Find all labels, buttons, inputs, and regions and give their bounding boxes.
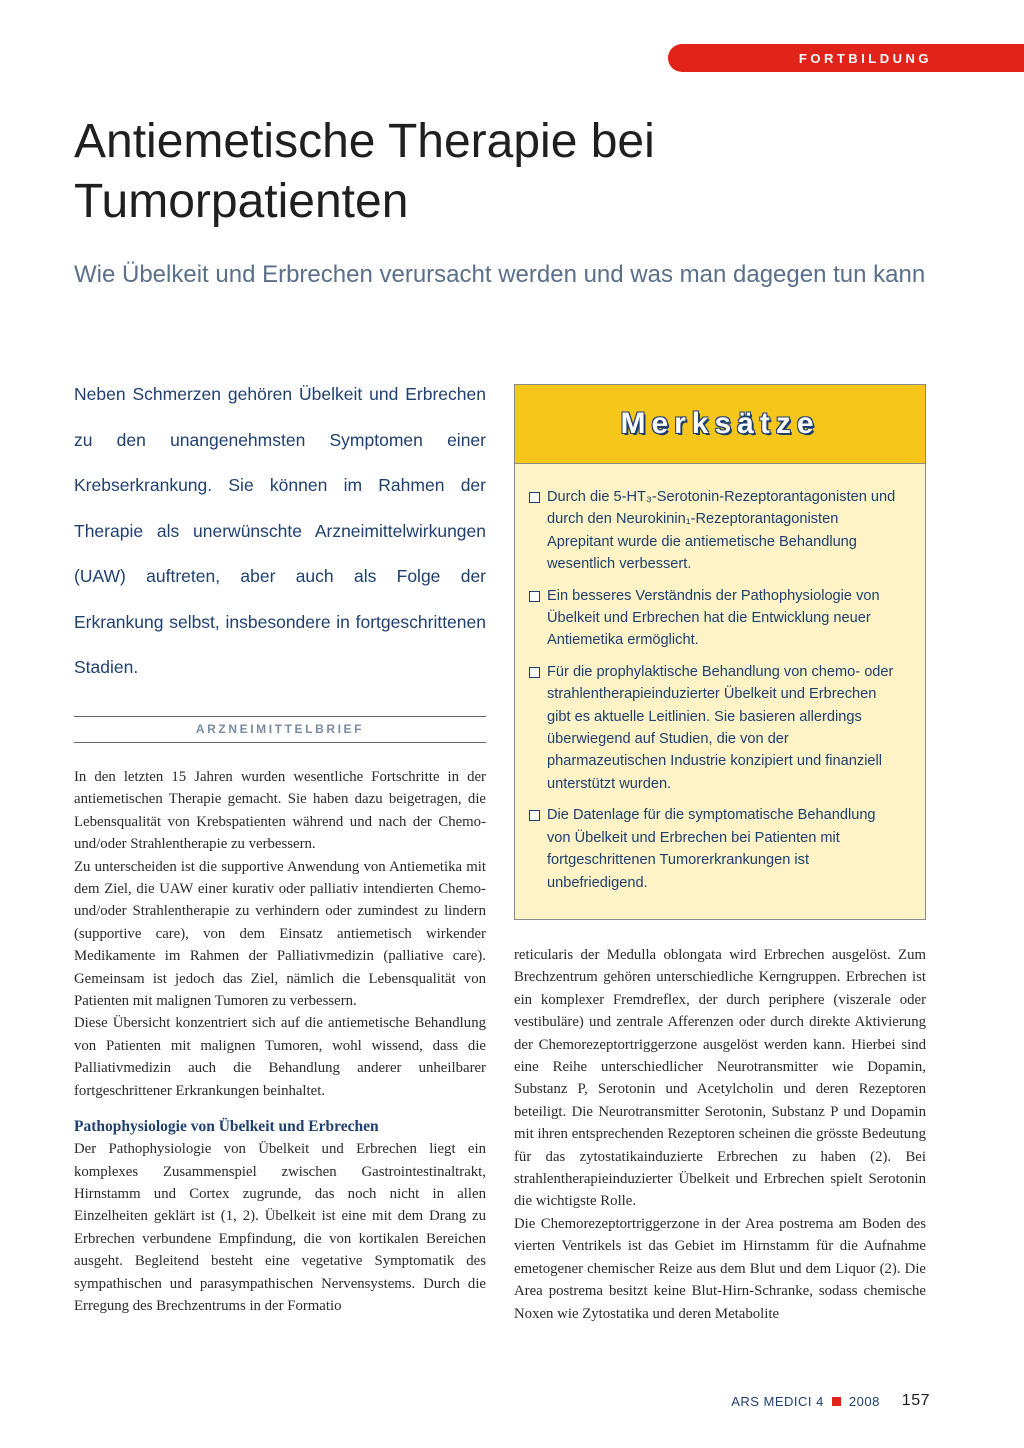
page-number: 157 xyxy=(901,1392,930,1409)
key-point-text: Durch die 5-HT₃-Serotonin-Rezeptorantagonisten und durch den Neurokinin₁-Rezeptorantagonisten Aprepitant wurde die antiemetische Behandlung wesentlich verbessert. xyxy=(547,489,896,573)
body-paragraph: Der Pathophysiologie von Übelkeit und Erbrechen liegt ein komplexes Zusammenspiel zwischen Gastrointestinaltrakt, Hirnstamm und Cortex zugrunde, das noch nicht in allen Einzelheiten geklärt ist (1, 2). Übelkeit ist eine mit dem Drang zu Erbrechen verbundene Empfindung, die von kortikalen Bereichen ausgeht. Begleitend besteht eine vegetative Symptomatik des sympathischen und parasympathischen Nervensystems. Durch die Erregung des Brechzentrums in der Formatio xyxy=(74,1141,486,1314)
page-footer xyxy=(700,1390,930,1412)
key-points-header xyxy=(515,385,925,464)
body-paragraph: reticularis der Medulla oblongata wird Erbrechen ausgelöst. Zum Brechzentrum gehören unterschiedliche Kerngruppen. Erbrechen ist ein komplexer Fremdreflex, der durch periphere (viszerale oder vestibuläre) und zentrale Afferenzen oder durch direkte Aktivierung der Chemorezeptortriggerzone ausgelöst werden kann. Hierbei sind eine Reihe unterschiedlicher Neurotransmitter wie Dopamin, Substanz P, Serotonin und Acetylcholin und deren Rezeptoren beteiligt. Die Neurotransmitter Serotonin, Substanz P und Dopamin mit ihren entsprechenden Rezeptoren scheinen die grösste Bedeutung für das zytostatikainduzierte Erbrechen zu haben (2). Bei strahlentherapieinduzierter Übelkeit und Erbrechen spielt Serotonin die wichtigste Rolle. xyxy=(514,947,926,1210)
article-title: Antiemetische Therapie bei Tumorpatienten xyxy=(74,115,655,228)
lead-paragraph: Neben Schmerzen gehören Übelkeit und Erbrechen zu den unangenehmsten Symptomen einer Krebserkrankung. Sie können im Rahmen der Therapie als unerwünschte Arzneimittelwirkungen (UAW) auftreten, aber auch als Folge der Erkrankung selbst, insbesondere in fortgeschrittenen Stadien. xyxy=(74,384,486,677)
rubric-label: ARZNEIMITTELBRIEF xyxy=(195,722,365,736)
journal-year: 2008 xyxy=(848,1393,880,1409)
checkbox-bullet-icon xyxy=(529,591,540,602)
key-points-title: Merksätze xyxy=(620,407,820,440)
left-column xyxy=(74,766,486,1317)
key-point-text: Für die prophylaktische Behandlung von chemo- oder strahlentherapieinduzierter Übelkeit und Erbrechen gibt es aktuelle Leitlinien. Sie basieren allerdings überwiegend auf Studien, die von der pharmazeutischen Industrie konzipiert und finanziell unterstützt wurden. xyxy=(547,663,894,792)
rubric-rule-bottom xyxy=(74,742,486,743)
section-tab xyxy=(668,44,1024,72)
right-column xyxy=(514,944,926,1325)
body-paragraph: Diese Übersicht konzentriert sich auf die antiemetische Behandlung von Patienten mit malignen Tumoren, wohl wissend, dass die Palliativmedizin auch die Behandlung anderer unheilbarer fortgeschrittener Erkrankungen beinhaltet. xyxy=(74,1015,486,1099)
key-point-item xyxy=(529,804,903,894)
key-point-text: Die Datenlage für die symptomatische Behandlung von Übelkeit und Erbrechen bei Patienten mit fortgeschrittenen Tumorerkrankungen ist unbefriedigend. xyxy=(547,807,876,891)
body-paragraph: Die Chemorezeptortriggerzone in der Area postrema am Boden des vierten Ventrikels ist das Gebiet im Hirnstamm für die Aufnahme emetogener chemischer Reize aus dem Blut und dem Liquor (2). Die Area postrema besitzt keine Blut-Hirn-Schranke, sodass chemische Noxen wie Zytostatika und deren Metabolite xyxy=(514,1215,926,1322)
body-paragraph: In den letzten 15 Jahren wurden wesentliche Fortschritte in der antiemetischen Therapie gemacht. Sie haben dazu beigetragen, die Lebensqualität von Krebspatienten während und nach der Chemo- und/oder Strahlentherapie zu verbessern. xyxy=(74,769,486,853)
key-point-text: Ein besseres Verständnis der Pathophysiologie von Übelkeit und Erbrechen hat die Entwicklung neuer Antiemetika ermöglicht. xyxy=(547,587,880,649)
section-label: FORTBILDUNG xyxy=(798,50,932,66)
key-points-list xyxy=(515,464,925,894)
key-point-item xyxy=(529,486,903,576)
key-point-item xyxy=(529,585,903,652)
key-point-item xyxy=(529,661,903,795)
journal-name: ARS MEDICI 4 xyxy=(731,1393,824,1409)
section-heading: Pathophysiologie von Übelkeit und Erbrechen xyxy=(74,1118,379,1136)
rubric-rule-top xyxy=(74,716,486,717)
body-paragraph: Zu unterscheiden ist die supportive Anwendung von Antiemetika mit dem Ziel, die UAW einer kurativ oder palliativ intendierten Chemo- und/oder Strahlentherapie zu verhindern oder zumindest zu lindern (supportive care), von dem Einsatz antiemetisch wirkender Medikamente im Rahmen der Palliativmedizin (palliative care). Gemeinsam ist jedoch das Ziel, nämlich die Lebensqualität von Patienten mit malignen Tumoren zu verbessern. xyxy=(74,858,486,1010)
key-points-box xyxy=(514,384,926,920)
checkbox-bullet-icon xyxy=(529,667,540,678)
red-square-icon xyxy=(832,1397,841,1406)
checkbox-bullet-icon xyxy=(529,810,540,821)
checkbox-bullet-icon xyxy=(529,492,540,503)
article-subtitle: Wie Übelkeit und Erbrechen verursacht werden und was man dagegen tun kann xyxy=(74,261,926,288)
